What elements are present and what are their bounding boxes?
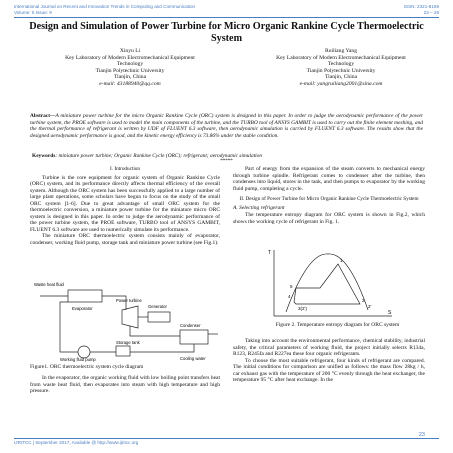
author-affiliation: Key Laboratory of Modern Electromechanical Equipment (276, 54, 406, 61)
label-pump: Working fluid pump (60, 357, 96, 362)
author-city: Tianjin, China (113, 74, 147, 81)
label-tank: Storage tank (116, 340, 140, 345)
axis-t-label: T (268, 250, 272, 256)
left-column-top (30, 166, 220, 247)
footer-text: IJRITCC | September 2017, Available @ http://www.ijritcc.org (14, 440, 139, 445)
figure-1-caption: Figure1. ORC thermoelectric system cycle diagram (30, 364, 144, 370)
right-column-bottom (233, 338, 425, 384)
author-block-2 (256, 48, 426, 88)
label-generator: Generator (148, 304, 167, 309)
subsection-a-heading: A. Selecting refrigerant (233, 204, 285, 211)
storage-tank-box (116, 346, 130, 356)
journal-issn: ISSN: 2321-8169 (403, 4, 439, 9)
page-number: 23 (418, 432, 425, 438)
evaporator-box (68, 290, 102, 302)
point-5: 5 (290, 284, 293, 289)
header-rule (14, 17, 439, 18)
right-column-top (233, 166, 425, 225)
author-block-1 (45, 48, 215, 88)
author-affiliation-cont: Technology (327, 61, 355, 68)
turbine-shape (122, 306, 138, 328)
intro-paragraph-3: In the evaporator, the organic working fluid with low boiling point transfers heat from waste heat fluid, then evaporates into steam with high temperature and high pressure. (30, 375, 220, 395)
abstract-text: A miniature power turbine for the micro Organic Rankine Cycle (ORC) system is designed in this paper. In order to judge the aerodynamic performance of the power turbine system, the PROE software is used to model the main components of the turbine, and the TURBO tool of ANSYS GAMBIT is used to carry out the finite element meshing, and the thermal performance of refrigerant is written by UDF of FLUENT 6.3 software, then aerodynamic simulation is carried by FLUENT 6.3 software. The results show that the designed aerodynamic performance is good, and the kinetic energy efficiency is 73.86% under the stable condition. (30, 113, 423, 139)
section-separator: ***** (220, 159, 233, 164)
author-university: Tianjin Polytechnic University (306, 67, 376, 74)
label-cooling: Cooling water (180, 356, 206, 361)
right-paragraph-3: Taking into account the environmental performance, chemical stability, industrial safety, the critical parameters of working fluid, the project initially selects R134a, R123, R245fa and R227ea these four organic refrigerants. (233, 338, 425, 358)
author-name: Xinyu Li (119, 48, 141, 54)
right-paragraph-1: Part of energy from the expansion of the steam converts to mechanical energy through turbine spindle. Refrigerant comes to condenser after the turbine, then condenses into liquid, stores in the tank, and then pumps to evaporator by the working fluid pump, completing a cycle. (233, 166, 425, 192)
author-email: e-mail: 43188940@qq.com (99, 80, 161, 87)
ts-diagram (268, 248, 396, 320)
author-email: e-mail: yangruiliang2001@sina.com (299, 80, 383, 87)
author-university: Tianjin Polytechnic University (95, 67, 165, 74)
point-2: 2 (362, 298, 365, 303)
saturation-dome (286, 254, 368, 312)
intro-paragraph-2: The miniature ORC thermoelectric system consists mainly of evaporator, condenser, working fluid pump, storage tank and miniature power turbine (see Fig.1). (30, 233, 220, 247)
keywords-text: miniature power turbine; Organic Rankine Cycle (ORC); refrigerant; aerodynamic simulation (58, 153, 263, 159)
right-paragraph-2: The temperature entropy diagram for ORC system is shown in Fig.2, which shows the working cycle of refrigerant in Fig. 1. (233, 212, 425, 225)
point-1: 1 (340, 258, 343, 263)
intro-paragraph-1: Turbine is the core equipment for organic system of Organic Rankine Cycle (ORC) system, and its performance directly affects thermal efficiency of the overall system. Although the ORC system has been successfully applied to a large number of large plant operations, some scholars have begun to focus on the study of the small ORC system [1-6]. Due to great advantage of small ORC system for the thermoelectric conversion, a miniature power turbine for the miniature micro ORC system is designed in this paper. In order to judge the aerodynamic performance of the power turbine system, the PROE software, TURBO tool of ANSYS GAMBIT, FLUENT 6.3 software are used to numerically simulate its performance. (30, 174, 220, 233)
generator-box (148, 312, 170, 322)
abstract (30, 113, 423, 139)
keywords-label: Keywords (32, 153, 56, 159)
journal-volume: Volume: 5 Issue: 9 (14, 10, 52, 15)
label-turbine: Power turbine (116, 298, 142, 303)
keywords: Keywords: miniature power turbine; Organic Rankine Cycle (ORC); refrigerant; aerodynamic simulation (32, 153, 263, 159)
paper-title: Design and Simulation of Power Turbine for Micro Organic Rankine Cycle Thermoelectric System (29, 21, 424, 44)
label-waste-heat: Waste heat fluid (34, 282, 64, 287)
author-affiliation-cont: Technology (116, 61, 144, 68)
journal-name: International Journal on Recent and Innovation Trends in Computing and Communication (14, 4, 196, 9)
label-condenser: Condenser (180, 323, 201, 328)
abstract-label: Abstract— (30, 113, 56, 119)
author-name: Ruiliang Yang (324, 48, 357, 54)
condenser-box (180, 330, 208, 344)
left-column-bottom (30, 375, 220, 395)
label-evaporator: Evaporator (72, 306, 93, 311)
orc-cycle-diagram (30, 272, 220, 362)
point-4: 4 (288, 294, 291, 299)
intro-heading: I. Introduction (110, 166, 140, 172)
running-header (14, 4, 439, 18)
figure-2-caption: Figure 2. Temperature entropy diagram for ORC system (275, 322, 400, 328)
journal-pages: 23 – 26 (423, 10, 439, 15)
author-city: Tianjin, China (324, 74, 358, 81)
section-2-heading: II. Design of Power Turbine for Micro Organic Rankine Cycle Thermoelectric System (239, 196, 419, 203)
footer-rule (14, 438, 439, 439)
point-3: 3(2') (298, 306, 307, 311)
axis-s-label: S (388, 310, 392, 316)
point-2-prime: 2' (368, 304, 372, 309)
right-paragraph-4: To choose the most suitable refrigerant, four kinds of refrigerant are compared. The initial conditions for comparison are unified as follows: the mass flow 28kg / h, car exhaust gas with the temperature of 200 °C evenly through the heat exchanger, the temperature 95 °C after heat exchange. In the (233, 357, 425, 384)
author-affiliation: Key Laboratory of Modern Electromechanical Equipment (65, 54, 195, 61)
